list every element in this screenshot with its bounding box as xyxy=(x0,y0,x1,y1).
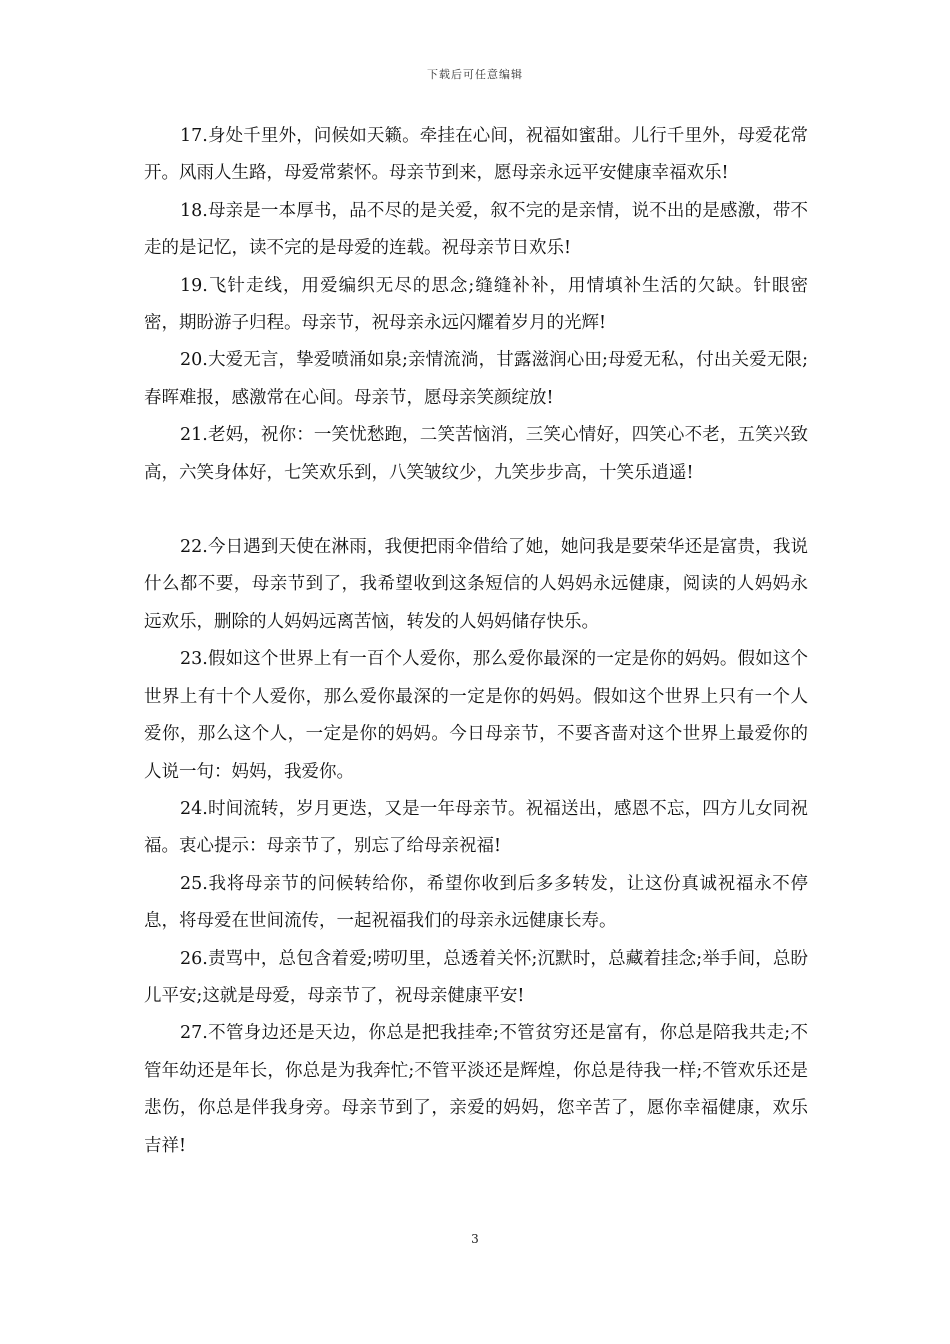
page-header-note: 下载后可任意编辑 xyxy=(427,68,523,81)
document-body xyxy=(144,118,808,1165)
paragraph-25: 25.我将母亲节的问候转给你，希望你收到后多多转发，让这份真诚祝福永不停息，将母爱在世间流传，一起祝福我们的母亲永远健康长寿。 xyxy=(144,873,808,932)
paragraph-24: 24.时间流转，岁月更迭，又是一年母亲节。祝福送出，感恩不忘，四方儿女同祝福。衷心提示：母亲节了，别忘了给母亲祝福! xyxy=(144,798,808,857)
paragraph-27: 27.不管身边还是天边，你总是把我挂牵;不管贫穷还是富有，你总是陪我共走;不管年幼还是年长，你总是为我奔忙;不管平淡还是辉煌，你总是待我一样;不管欢乐还是悲伤，你总是伴我身旁。母亲节到了，亲爱的妈妈，您辛苦了，愿你幸福健康，欢乐吉祥! xyxy=(144,1023,808,1156)
paragraph-21: 21.老妈，祝你：一笑忧愁跑，二笑苦恼消，三笑心情好，四笑心不老，五笑兴致高，六笑身体好，七笑欢乐到，八笑皱纹少，九笑步步高，十笑乐逍遥! xyxy=(144,425,808,483)
page-number: 3 xyxy=(471,1232,479,1246)
paragraph-20: 20.大爱无言，挚爱喷涌如泉;亲情流淌，甘露滋润心田;母爱无私，付出关爱无限;春晖难报，感激常在心间。母亲节，愿母亲笑颜绽放! xyxy=(144,350,808,408)
blank-line xyxy=(144,492,808,529)
paragraph-23: 23.假如这个世界上有一百个人爱你，那么爱你最深的一定是你的妈妈。假如这个世界上有十个人爱你，那么爱你最深的一定是你的妈妈。假如这个世界上只有一个人爱你，那么这个人，一定是你的妈妈。今日母亲节，不要吝啬对这个世界上最爱你的人说一句：妈妈，我爱你。 xyxy=(144,649,808,782)
paragraph-17: 17.身处千里外，问候如天籁。牵挂在心间，祝福如蜜甜。儿行千里外，母爱花常开。风雨人生路，母爱常萦怀。母亲节到来，愿母亲永远平安健康幸福欢乐! xyxy=(144,126,808,184)
paragraph-22: 22.今日遇到天使在淋雨，我便把雨伞借给了她，她问我是要荣华还是富贵，我说什么都不要，母亲节到了，我希望收到这条短信的人妈妈永远健康，阅读的人妈妈永远欢乐，删除的人妈妈远离苦恼，转发的人妈妈储存快乐。 xyxy=(144,537,808,632)
paragraph-19: 19.飞针走线，用爱编织无尽的思念;缝缝补补，用情填补生活的欠缺。针眼密密，期盼游子归程。母亲节，祝母亲永远闪耀着岁月的光辉! xyxy=(144,275,808,334)
paragraph-26: 26.责骂中，总包含着爱;唠叨里，总透着关怀;沉默时，总藏着挂念;举手间，总盼儿平安;这就是母爱，母亲节了，祝母亲健康平安! xyxy=(144,948,808,1006)
paragraph-18: 18.母亲是一本厚书，品不尽的是关爱，叙不完的是亲情，说不出的是感激，带不走的是记忆，读不完的是母爱的连载。祝母亲节日欢乐! xyxy=(144,200,808,259)
